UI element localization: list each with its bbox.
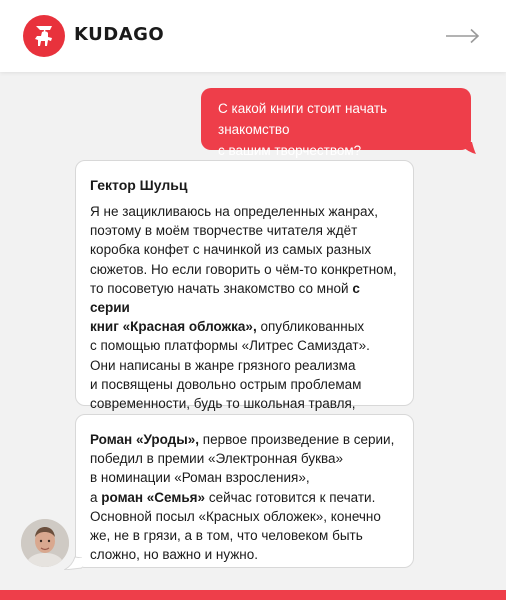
top-header — [0, 0, 506, 72]
answer-text-segment: Я не зацикливаюсь на определенных жанрах, поэтому в моём творчестве читателя ждёт коробка конфет с начинкой из самых разных сюжетов. Но если говорить о чём-то конкретном, то посоветую начать знакомство со мной — [90, 204, 397, 296]
answer-text — [90, 430, 403, 564]
arrow-right-icon[interactable] — [445, 28, 481, 44]
footer-accent-bar — [0, 590, 506, 600]
question-bubble-tail — [460, 142, 476, 154]
answer-bold-segment: роман «Семья» — [101, 489, 206, 505]
answer-bold-segment: Роман «Уроды», — [90, 432, 200, 447]
answer-text-segment: опубликованных с помощью платформы «Литрес Самиздат». Они написаны в жанре грязного реализма и посвящены довольно острым проблемам современности, будь то школьная травля, — [90, 319, 370, 412]
answer-text-segment: сейчас готовится к печати. Основной посыл «Красных обложек», конечно же, не в грязи, а в том, что человеком быть сложно, но важно и нужно. — [90, 489, 381, 563]
answer-bold-segment: с серии книг «Красная обложка», — [90, 280, 360, 335]
answer-bubble-tail — [64, 556, 82, 570]
author-name: Гектор Шульц — [90, 177, 188, 193]
author-avatar — [21, 519, 69, 567]
brand-name[interactable]: KUDAGO — [74, 24, 165, 45]
question-bubble: С какой книги стоит начать знакомство с вашим творчеством? — [201, 88, 471, 150]
answer-text-segment: первое произведение в серии, победил в премии «Электронная буква» в номинации «Роман взросления», а — [90, 432, 395, 505]
answer-bubble-continued — [75, 414, 414, 568]
answer-bubble — [75, 160, 414, 412]
kudago-logo-icon[interactable] — [23, 15, 65, 57]
answer-text — [90, 202, 403, 432]
